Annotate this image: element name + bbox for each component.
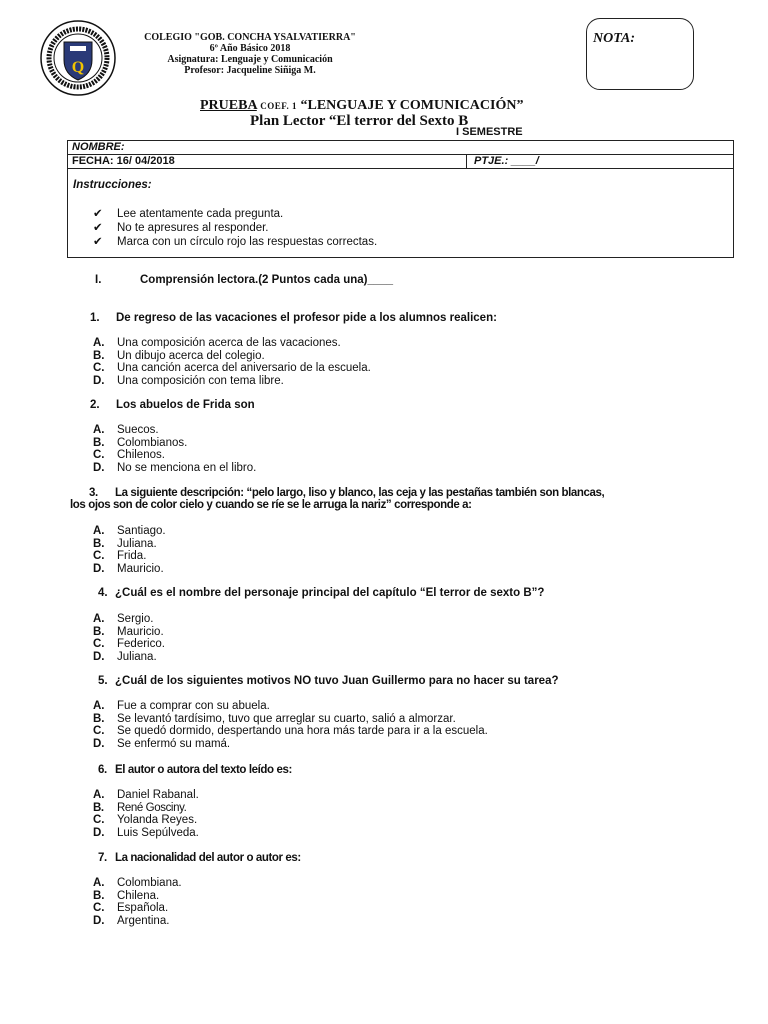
section-number: I.: [95, 274, 102, 286]
option[interactable]: B. Juliana.: [93, 537, 157, 550]
option[interactable]: C. Frida.: [93, 550, 147, 562]
option[interactable]: C. Yolanda Reyes.: [93, 814, 198, 826]
option[interactable]: C. Una canción acerca del aniversario de la escuela.: [93, 362, 371, 374]
section-heading: [95, 274, 393, 286]
name-row[interactable]: [68, 141, 733, 155]
coef-label: COEF. 1: [260, 101, 297, 111]
logo-letter: Q: [71, 59, 85, 76]
option[interactable]: B. René Gosciny.: [93, 801, 187, 814]
checkmark-icon: ✔: [93, 208, 103, 220]
option[interactable]: C. Chilenos.: [93, 449, 165, 461]
question-3: 3. La siguiente descripción: “pelo largo, liso y blanco, las ceja y las pestañas también son blancas, los ojos son de color cielo y cuando se ríe se le arruga la nariz” corresponde a:: [70, 487, 605, 511]
option[interactable]: B. Colombianos.: [93, 436, 188, 449]
question-7-options: [93, 877, 182, 927]
student-info-table: [67, 140, 734, 258]
option[interactable]: D. Una composición con tema libre.: [93, 374, 284, 387]
exam-subtitle: Plan Lector “El terror del Sexto B: [250, 113, 469, 129]
date-row: [68, 155, 733, 169]
option[interactable]: B. Se levantó tardísimo, tuvo que arreglar su cuarto, salió a almorzar.: [93, 712, 456, 725]
school-info: [120, 32, 380, 76]
school-grade: 6º Año Básico 2018: [209, 43, 291, 54]
question-5: 5. ¿Cuál de los siguientes motivos NO tuvo Juan Guillermo para no hacer su tarea?: [98, 675, 559, 687]
question-1: 1. De regreso de las vacaciones el profesor pide a los alumnos realicen:: [90, 312, 497, 324]
option[interactable]: C. Se quedó dormido, despertando una hora más tarde para ir a la escuela.: [93, 725, 488, 737]
option[interactable]: D. Se enfermó su mamá.: [93, 737, 231, 750]
question-7: 7. La nacionalidad del autor o autor es:: [98, 852, 301, 864]
option[interactable]: B. Mauricio.: [93, 625, 164, 638]
checkmark-icon: ✔: [93, 222, 103, 234]
instructions-box: [68, 169, 733, 257]
option[interactable]: D. Argentina.: [93, 914, 170, 927]
section-title: Comprensión lectora.(2 Puntos cada una)____: [140, 274, 394, 286]
option[interactable]: A. Colombiana.: [93, 877, 182, 889]
option[interactable]: A. Daniel Rabanal.: [93, 789, 199, 801]
instruction-item: ✔ Marca con un círculo rojo las respuestas correctas.: [93, 236, 378, 248]
question-5-options: [93, 700, 488, 750]
option[interactable]: D. Luis Sepúlveda.: [93, 826, 199, 839]
option[interactable]: C. Española.: [93, 902, 169, 914]
prueba-label: PRUEBA: [200, 98, 257, 113]
semester-label: I SEMESTRE: [456, 126, 523, 138]
score-label[interactable]: PTJE.: ____/: [474, 155, 539, 167]
option[interactable]: B. Chilena.: [93, 889, 160, 902]
exam-title: [200, 98, 620, 114]
instructions-title: Instrucciones:: [73, 179, 152, 191]
instruction-item: ✔ No te apresures al responder.: [93, 222, 269, 234]
school-seal-logo: [40, 20, 116, 96]
option[interactable]: A. Santiago.: [93, 525, 166, 537]
question-2-options: [93, 424, 256, 474]
school-name: COLEGIO "GOB. CONCHA YSALVATIERRA": [144, 32, 356, 43]
option[interactable]: C. Federico.: [93, 638, 165, 650]
question-6-options: [93, 789, 199, 839]
school-subject: Asignatura: Lenguaje y Comunicación: [167, 54, 333, 65]
option[interactable]: A. Sergio.: [93, 613, 154, 625]
option[interactable]: B. Un dibujo acerca del colegio.: [93, 349, 265, 362]
question-4: 4. ¿Cuál es el nombre del personaje principal del capítulo “El terror de sexto B”?: [98, 587, 545, 599]
instruction-item: ✔ Lee atentamente cada pregunta.: [93, 208, 284, 220]
question-2: 2. Los abuelos de Frida son: [90, 399, 255, 411]
option[interactable]: A. Suecos.: [93, 424, 159, 436]
option[interactable]: A. Una composición acerca de las vacaciones.: [93, 337, 341, 349]
row-divider: [466, 155, 467, 168]
question-4-options: [93, 613, 165, 663]
nota-label: NOTA:: [593, 31, 635, 46]
option[interactable]: D. Mauricio.: [93, 562, 164, 575]
option[interactable]: D. Juliana.: [93, 650, 157, 663]
question-3-options: [93, 525, 166, 575]
question-1-options: [93, 337, 371, 387]
name-label: NOMBRE:: [72, 141, 125, 153]
subject-title: “LENGUAJE Y COMUNICACIÓN”: [300, 98, 524, 113]
option[interactable]: D. No se menciona en el libro.: [93, 461, 257, 474]
grade-box[interactable]: [586, 18, 694, 90]
option[interactable]: A. Fue a comprar con su abuela.: [93, 700, 270, 712]
checkmark-icon: ✔: [93, 236, 103, 248]
school-teacher: Profesor: Jacqueline Siñiga M.: [184, 65, 316, 76]
question-6: 6. El autor o autora del texto leído es:: [98, 764, 292, 776]
date-label: FECHA: 16/ 04/2018: [72, 155, 175, 167]
